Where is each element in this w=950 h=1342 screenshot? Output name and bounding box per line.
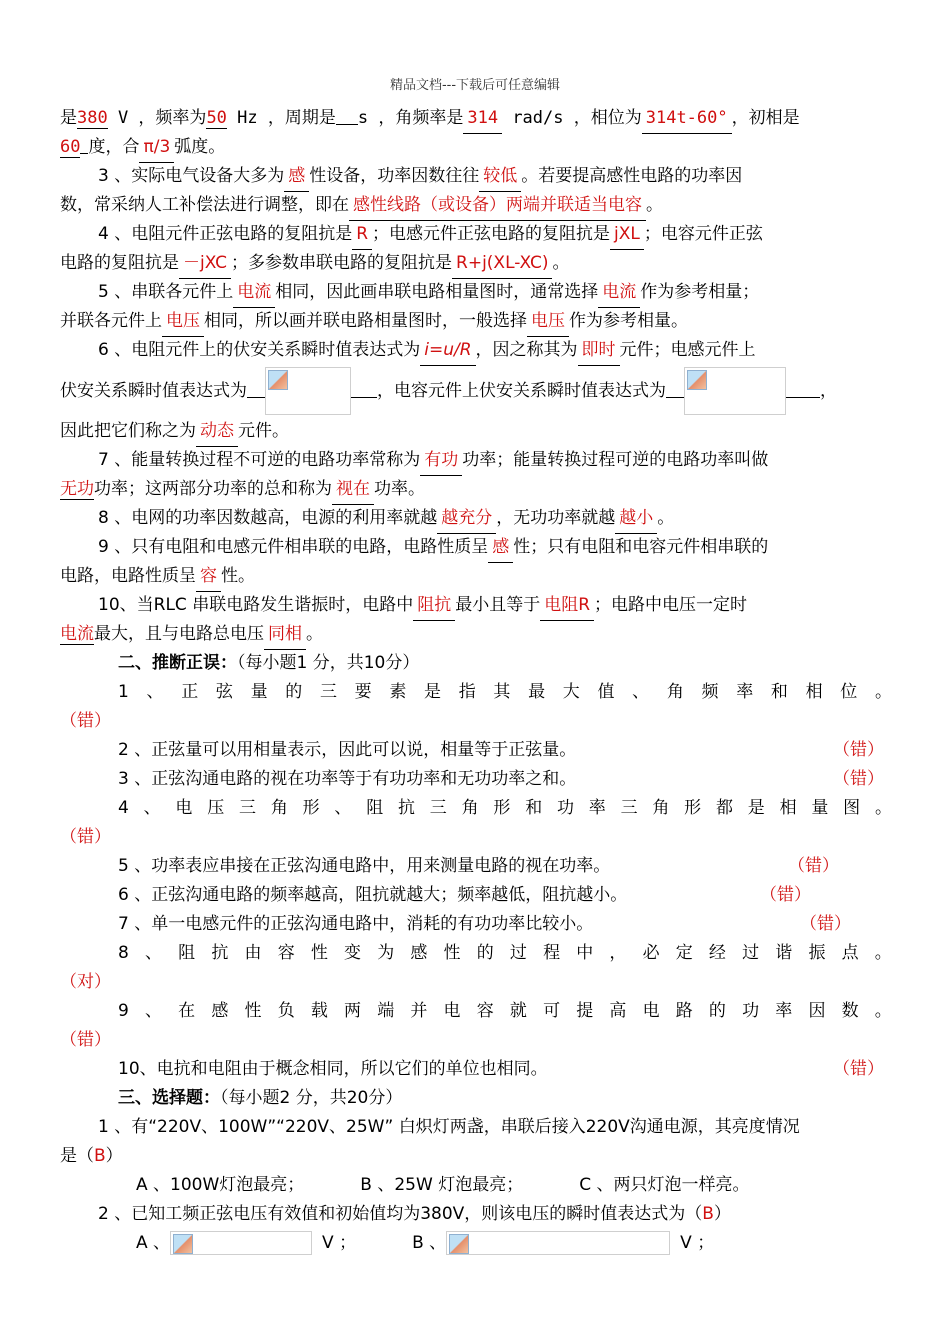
char: 并 [410, 1001, 428, 1021]
text-line: 8 、电网的功率因数越高，电源的利用率就越 越充分 ，无功功率就越 越小 。 [60, 504, 892, 533]
tf-answer: （错） [60, 711, 111, 731]
char: 过 [509, 943, 527, 963]
char: 8 [118, 943, 129, 963]
formula-image-placeholder [684, 367, 786, 415]
char: 率 [736, 682, 754, 702]
char: 、 [145, 943, 162, 963]
char: 由 [244, 943, 262, 963]
char: 压 [207, 798, 225, 818]
broken-image-icon [449, 1234, 469, 1254]
char: 、 [334, 798, 352, 818]
formula-image-placeholder [265, 367, 351, 415]
char: 三 [429, 798, 447, 818]
char: 素 [389, 682, 407, 702]
text-line: 电路的复阻抗是 －jXC ；多参数串联电路的复阻抗是 R+j(XL-XC) 。 [60, 249, 892, 278]
choice-question: 2 、已知工频正弦电压有效值和初始值均为380V，则该电压的瞬时值表达式为（B） [98, 1204, 731, 1224]
char: 阻 [366, 798, 384, 818]
char: 是 [747, 798, 765, 818]
char: 的 [285, 682, 303, 702]
tf-question [60, 997, 892, 1026]
option-b: B 、 [412, 1233, 447, 1253]
char: 负 [277, 1001, 295, 1021]
char: 抗 [211, 943, 229, 963]
char: 抗 [398, 798, 415, 818]
text-line: 并联各元件上 电压 相同，所以画并联电路相量图时，一般选择 电压 作为参考相量。 [60, 307, 892, 336]
choice-question: 是（B） [60, 1146, 123, 1166]
char: 要 [354, 682, 372, 702]
choice-options: A 、 V ； B 、 V ； [136, 1233, 715, 1253]
char: 形 [493, 798, 511, 818]
char: 电 [642, 1001, 660, 1021]
char: 容 [277, 943, 295, 963]
char: 振 [808, 943, 826, 963]
char: 位 [840, 682, 858, 702]
tf-question: 2 、正弦量可以用相量表示，因此可以说，相量等于正弦量。 （错） [118, 740, 884, 760]
char: 形 [684, 798, 702, 818]
char: 容 [476, 1001, 494, 1021]
char: 提 [576, 1001, 594, 1021]
tf-question: 6 、正弦沟通电路的频率越高，阻抗就越大；频率越低，阻抗越小。 （错） [118, 885, 811, 905]
char: 中 [576, 943, 594, 963]
char: 的 [708, 1001, 726, 1021]
char: 的 [476, 943, 494, 963]
char: 角 [652, 798, 670, 818]
char: 值 [597, 682, 615, 702]
char: 、 [143, 798, 161, 818]
char: 因 [808, 1001, 826, 1021]
char: 图 [843, 798, 861, 818]
char: 变 [344, 943, 362, 963]
char: 最 [528, 682, 546, 702]
char: 性 [443, 943, 461, 963]
document-body [60, 104, 892, 1258]
char: 。 [874, 943, 892, 963]
text-line: 伏安关系瞬时值表达式为 ，电容元件上伏安关系瞬时值表达式为 ， [60, 365, 892, 417]
text-line: 是380 V ，频率为50 Hz ，周期是 s ，角频率是 314 rad/s ，相位为 314t-60° ，初相是 [60, 104, 892, 133]
char: 点 [841, 943, 859, 963]
char: 弦 [215, 682, 233, 702]
char: 功 [556, 798, 574, 818]
tf-answer: （错） [60, 827, 111, 847]
char: 阻 [178, 943, 196, 963]
char: 形 [302, 798, 320, 818]
char: 频 [701, 682, 719, 702]
char: 和 [770, 682, 788, 702]
text-line: 因此把它们称之为 动态 元件。 [60, 417, 892, 446]
option-c: C 、两只灯泡一样亮。 [579, 1175, 750, 1195]
char: 路 [675, 1001, 693, 1021]
char: 、 [145, 1001, 162, 1021]
tf-question: 3 、正弦沟通电路的视在功率等于有功功率和无功功率之和。 （错） [118, 769, 884, 789]
char: 。 [874, 798, 892, 818]
broken-image-icon [173, 1234, 193, 1254]
char: 电 [443, 1001, 461, 1021]
char: 载 [310, 1001, 328, 1021]
tf-answer: （错） [60, 1030, 111, 1050]
char: 角 [270, 798, 288, 818]
char: 感 [410, 943, 428, 963]
char: 过 [742, 943, 760, 963]
char: 正 [181, 682, 199, 702]
tf-question [60, 678, 892, 707]
tf-question: 5 、功率表应串接在正弦沟通电路中，用来测量电路的视在功率。 （错） [118, 856, 839, 876]
section-heading: 二、推断正误：（每小题1 分，共10分） [118, 653, 420, 673]
char: 为 [377, 943, 395, 963]
char: 经 [708, 943, 726, 963]
char: 在 [178, 1001, 196, 1021]
char: 率 [775, 1001, 793, 1021]
text-line: 数，常采纳人工补偿法进行调整，即在 感性线路（或设备）两端并联适当电容 。 [60, 191, 892, 220]
char: 两 [344, 1001, 362, 1021]
char: 都 [715, 798, 733, 818]
text-line: 10、当RLC 串联电路发生谐振时，电路中 阻抗 最小且等于 电阻R ；电路中电压一定时 [60, 591, 892, 620]
option-b: B 、25W 灯泡最亮； [360, 1175, 524, 1195]
char: 是 [424, 682, 442, 702]
char: 相 [805, 682, 823, 702]
page-header: 精品文档---下载后可任意编辑 [389, 78, 561, 93]
formula-image-placeholder [446, 1231, 670, 1255]
char: 可 [543, 1001, 561, 1021]
char: 三 [319, 682, 337, 702]
char: 数 [841, 1001, 859, 1021]
char: ， [609, 943, 627, 963]
broken-image-icon [687, 370, 707, 390]
choice-options [60, 1171, 892, 1200]
text-line: 6 、电阻元件上的伏安关系瞬时值表达式为 i=u/R ，因之称其为 即时 元件；电感元件上 [60, 336, 892, 365]
char: 程 [543, 943, 561, 963]
char: 三 [239, 798, 257, 818]
char: 角 [666, 682, 684, 702]
text-line: 电流最大，且与电路总电压 同相 。 [60, 620, 892, 649]
char: 4 [118, 798, 129, 818]
option-a: A 、100W灯泡最亮； [136, 1175, 305, 1195]
char: 就 [509, 1001, 527, 1021]
char: 其 [493, 682, 511, 702]
option-a: A 、 [136, 1233, 171, 1253]
tf-question: 7 、单一电感元件的正弦沟通电路中，消耗的有功功率比较小。 （错） [118, 914, 851, 934]
tf-question: 10、电抗和电阻由于概念相同，所以它们的单位也相同。 （错） [118, 1059, 884, 1079]
text-line: 无功功率；这两部分功率的总和称为 视在 功率。 [60, 475, 892, 504]
tf-answer: （对） [60, 972, 111, 992]
choice-question: 1 、有“220V、100W”“220V、25W” 白炽灯两盏，串联后接入220V沟通电源，其亮度情况 [98, 1117, 800, 1137]
char: 感 [211, 1001, 229, 1021]
char: 性 [244, 1001, 262, 1021]
char: 定 [675, 943, 693, 963]
char: 端 [377, 1001, 395, 1021]
text-line: 4 、电阻元件正弦电路的复阻抗是 R ；电感元件正弦电路的复阻抗是 jXL ；电容元件正弦 [60, 220, 892, 249]
char: 性 [310, 943, 328, 963]
section-heading: 三、选择题：（每小题2 分，共20分） [118, 1088, 403, 1108]
char: 角 [461, 798, 479, 818]
text-line: 5 、串联各元件上 电流 相同，因此画串联电路相量图时，通常选择 电流 作为参考相量； [60, 278, 892, 307]
char: 三 [620, 798, 638, 818]
char: 高 [609, 1001, 627, 1021]
formula-image-placeholder [170, 1231, 312, 1255]
char: 相 [779, 798, 797, 818]
tf-question [60, 794, 892, 823]
char: 功 [742, 1001, 760, 1021]
char: 必 [642, 943, 660, 963]
text-line: 电路，电路性质呈 容 性。 [60, 562, 892, 591]
broken-image-icon [268, 370, 288, 390]
text-line: 9 、只有电阻和电感元件相串联的电路，电路性质呈 感 性；只有电阻和电容元件相串联的 [60, 533, 892, 562]
text-line: 3 、实际电气设备大多为 感 性设备，功率因数往往 较低 。若要提高感性电路的功率因 [60, 162, 892, 191]
char: 量 [250, 682, 268, 702]
tf-question [60, 939, 892, 968]
char: 、 [146, 682, 164, 702]
char: 1 [118, 682, 129, 702]
text-line: 7 、能量转换过程不可逆的电路功率常称为 有功 功率；能量转换过程可逆的电路功率叫做 [60, 446, 892, 475]
char: 率 [588, 798, 606, 818]
char: 谐 [775, 943, 793, 963]
char: 和 [525, 798, 543, 818]
char: 。 [874, 1001, 892, 1021]
text-line: 60 度，合 π/3 弧度。 [60, 133, 892, 162]
char: 量 [811, 798, 829, 818]
char: 大 [562, 682, 580, 702]
char: 、 [632, 682, 650, 702]
char: 9 [118, 1001, 129, 1021]
char: 电 [175, 798, 193, 818]
char: 。 [874, 682, 892, 702]
char: 指 [458, 682, 476, 702]
